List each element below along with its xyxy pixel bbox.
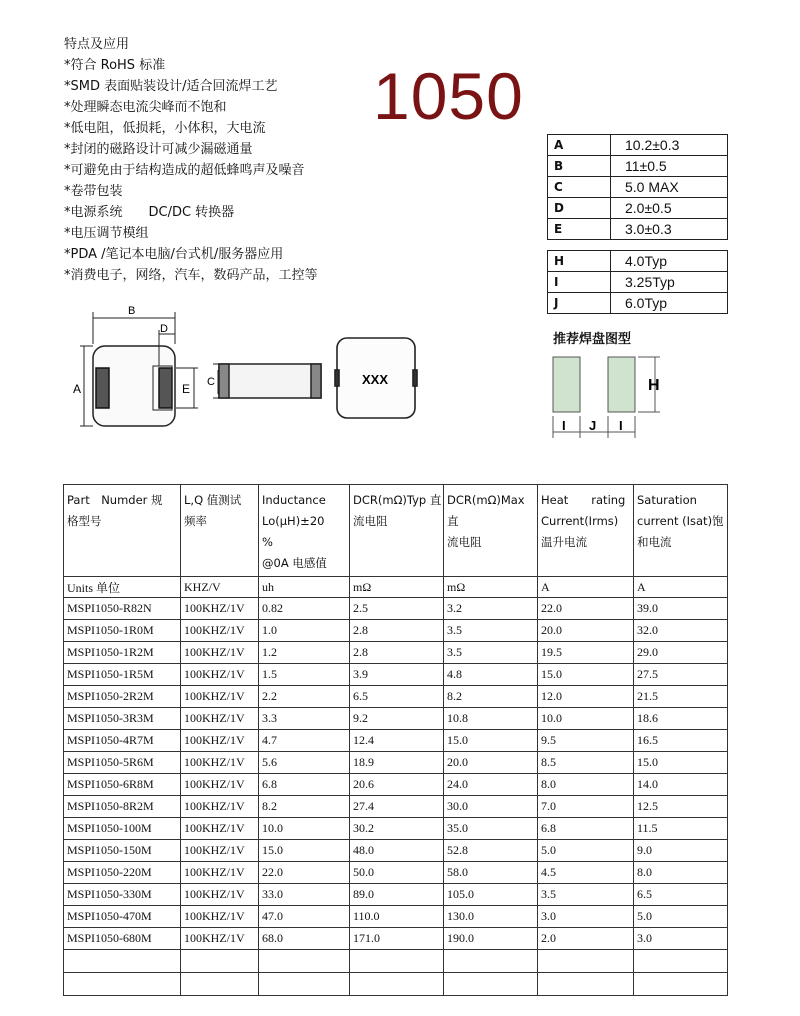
value-cell: 9.0 (634, 840, 728, 862)
value-cell: 2.8 (350, 620, 444, 642)
column-header-line: Saturation (637, 493, 697, 507)
value-cell: 100KHZ/1V (181, 796, 259, 818)
part-number-cell: MSPI1050-1R5M (64, 664, 181, 686)
unit-cell: A (538, 577, 634, 598)
value-cell: 15.0 (259, 840, 350, 862)
dimension-value: 3.0±0.3 (611, 219, 728, 240)
table-row (64, 796, 728, 818)
value-cell: 100KHZ/1V (181, 818, 259, 840)
value-cell: 1.2 (259, 642, 350, 664)
value-cell: 8.2 (444, 686, 538, 708)
dimension-value: 6.0Typ (611, 293, 728, 314)
dimension-key: I (548, 272, 611, 293)
part-number-cell: MSPI1050-150M (64, 840, 181, 862)
value-cell: 20.0 (538, 620, 634, 642)
value-cell: 30.2 (350, 818, 444, 840)
empty-cell (181, 973, 259, 996)
unit-cell: KHZ/V (181, 577, 259, 598)
dimension-key: J (548, 293, 611, 314)
value-cell: 100KHZ/1V (181, 862, 259, 884)
column-header-line: Heat rating (541, 493, 626, 507)
value-cell: 100KHZ/1V (181, 642, 259, 664)
table-row (64, 664, 728, 686)
column-header-line: 流电阻 (353, 514, 388, 528)
dimension-value: 4.0Typ (611, 251, 728, 272)
value-cell: 33.0 (259, 884, 350, 906)
table-row (64, 906, 728, 928)
part-number-cell: MSPI1050-2R2M (64, 686, 181, 708)
column-header-line: % (262, 535, 273, 549)
table-row (64, 598, 728, 620)
value-cell: 100KHZ/1V (181, 620, 259, 642)
value-cell: 9.5 (538, 730, 634, 752)
feature-item: *封闭的磁路设计可减少漏磁通量 (64, 142, 253, 157)
dim-label-c: C (207, 376, 215, 388)
empty-cell (634, 950, 728, 973)
value-cell: 15.0 (444, 730, 538, 752)
unit-cell: mΩ (350, 577, 444, 598)
column-header-line: 流电阻 (447, 535, 482, 549)
part-number-cell: MSPI1050-680M (64, 928, 181, 950)
value-cell: 5.6 (259, 752, 350, 774)
pad-label-j: J (589, 418, 597, 433)
value-cell: 100KHZ/1V (181, 730, 259, 752)
column-header (259, 485, 350, 577)
table-row (64, 862, 728, 884)
value-cell: 2.8 (350, 642, 444, 664)
value-cell: 9.2 (350, 708, 444, 730)
part-number-cell: MSPI1050-R82N (64, 598, 181, 620)
value-cell: 11.5 (634, 818, 728, 840)
model-number: 1050 (373, 59, 524, 133)
value-cell: 24.0 (444, 774, 538, 796)
table-row (64, 752, 728, 774)
value-cell: 22.0 (538, 598, 634, 620)
value-cell: 18.6 (634, 708, 728, 730)
value-cell: 4.7 (259, 730, 350, 752)
value-cell: 14.0 (634, 774, 728, 796)
dim-label-b: B (128, 305, 136, 317)
part-marking: XXX (362, 372, 389, 387)
value-cell: 30.0 (444, 796, 538, 818)
value-cell: 2.5 (350, 598, 444, 620)
column-header-line: DCR(mΩ)Max 直 (447, 493, 525, 528)
value-cell: 19.5 (538, 642, 634, 664)
part-number-cell: MSPI1050-100M (64, 818, 181, 840)
value-cell: 5.0 (634, 906, 728, 928)
part-number-cell: MSPI1050-5R6M (64, 752, 181, 774)
value-cell: 100KHZ/1V (181, 752, 259, 774)
column-header-line: 格型号 (67, 514, 102, 528)
part-number-cell: MSPI1050-4R7M (64, 730, 181, 752)
value-cell: 100KHZ/1V (181, 664, 259, 686)
column-header (64, 485, 181, 577)
column-header (350, 485, 444, 577)
dimension-key: H (548, 251, 611, 272)
value-cell: 29.0 (634, 642, 728, 664)
pad-label-i1: I (562, 418, 566, 433)
value-cell: 3.3 (259, 708, 350, 730)
column-header-line: @0A 电感值 (262, 556, 327, 570)
dimension-value: 3.25Typ (611, 272, 728, 293)
column-header (181, 485, 259, 577)
table-row (64, 840, 728, 862)
spec-header-row (64, 485, 728, 577)
value-cell: 6.8 (538, 818, 634, 840)
table-row (64, 774, 728, 796)
column-header-line: 频率 (184, 514, 207, 528)
value-cell: 5.0 (538, 840, 634, 862)
dimension-key: B (548, 156, 611, 177)
empty-cell (538, 973, 634, 996)
empty-cell (444, 950, 538, 973)
dim-label-a: A (73, 382, 82, 396)
dimension-drawings (0, 0, 800, 480)
value-cell: 100KHZ/1V (181, 928, 259, 950)
part-number-cell: MSPI1050-470M (64, 906, 181, 928)
value-cell: 27.4 (350, 796, 444, 818)
value-cell: 100KHZ/1V (181, 686, 259, 708)
value-cell: 10.0 (259, 818, 350, 840)
value-cell: 10.8 (444, 708, 538, 730)
value-cell: 27.5 (634, 664, 728, 686)
table-row (64, 730, 728, 752)
value-cell: 6.5 (634, 884, 728, 906)
value-cell: 12.0 (538, 686, 634, 708)
dimension-value: 11±0.5 (611, 156, 728, 177)
column-header-line: 和电流 (637, 535, 672, 549)
units-row (64, 577, 728, 598)
part-number-cell: MSPI1050-8R2M (64, 796, 181, 818)
value-cell: 21.5 (634, 686, 728, 708)
value-cell: 32.0 (634, 620, 728, 642)
top-view-drawing (80, 312, 198, 426)
value-cell: 22.0 (259, 862, 350, 884)
value-cell: 52.8 (444, 840, 538, 862)
dimension-key: C (548, 177, 611, 198)
empty-cell (350, 973, 444, 996)
column-header-line: 温升电流 (541, 535, 587, 549)
value-cell: 89.0 (350, 884, 444, 906)
unit-cell: mΩ (444, 577, 538, 598)
unit-cell: Units 单位 (64, 577, 181, 598)
value-cell: 58.0 (444, 862, 538, 884)
value-cell: 35.0 (444, 818, 538, 840)
dimension-value: 2.0±0.5 (611, 198, 728, 219)
part-number-cell: MSPI1050-1R0M (64, 620, 181, 642)
pad-label-h: H (648, 377, 660, 394)
value-cell: 4.5 (538, 862, 634, 884)
pad-label-i2: I (619, 418, 623, 433)
table-row (64, 708, 728, 730)
value-cell: 6.5 (350, 686, 444, 708)
value-cell: 171.0 (350, 928, 444, 950)
value-cell: 3.5 (444, 620, 538, 642)
feature-item: *SMD 表面贴装设计/适合回流焊工艺 (64, 79, 278, 94)
value-cell: 6.8 (259, 774, 350, 796)
column-header-line: current (Isat)饱 (637, 514, 724, 528)
value-cell: 39.0 (634, 598, 728, 620)
dimension-key: D (548, 198, 611, 219)
column-header (538, 485, 634, 577)
value-cell: 100KHZ/1V (181, 774, 259, 796)
value-cell: 100KHZ/1V (181, 906, 259, 928)
part-number-cell: MSPI1050-6R8M (64, 774, 181, 796)
side-view-drawing (213, 364, 321, 398)
empty-cell (64, 973, 181, 996)
feature-item: *电源系统 DC/DC 转换器 (64, 205, 235, 220)
value-cell: 0.82 (259, 598, 350, 620)
table-row (64, 928, 728, 950)
part-number-cell: MSPI1050-330M (64, 884, 181, 906)
value-cell: 100KHZ/1V (181, 840, 259, 862)
part-number-cell: MSPI1050-3R3M (64, 708, 181, 730)
value-cell: 8.0 (634, 862, 728, 884)
value-cell: 1.0 (259, 620, 350, 642)
value-cell: 48.0 (350, 840, 444, 862)
empty-cell (259, 950, 350, 973)
column-header-line: L,Q 值测试 (184, 493, 242, 507)
empty-cell (64, 950, 181, 973)
value-cell: 8.0 (538, 774, 634, 796)
empty-cell (538, 950, 634, 973)
feature-item: *可避免由于结构造成的超低蜂鸣声及噪音 (64, 163, 305, 178)
value-cell: 7.0 (538, 796, 634, 818)
empty-cell (181, 950, 259, 973)
empty-cell (634, 973, 728, 996)
feature-item: *符合 RoHS 标准 (64, 58, 166, 73)
value-cell: 1.5 (259, 664, 350, 686)
feature-item: *处理瞬态电流尖峰而不饱和 (64, 100, 227, 115)
column-header-line: Current(Irms) (541, 514, 619, 528)
part-number-cell: MSPI1050-1R2M (64, 642, 181, 664)
empty-cell (350, 950, 444, 973)
column-header-line: DCR(mΩ)Typ 直 (353, 493, 442, 507)
value-cell: 4.8 (444, 664, 538, 686)
table-row (64, 884, 728, 906)
empty-row (64, 973, 728, 996)
value-cell: 105.0 (444, 884, 538, 906)
value-cell: 8.5 (538, 752, 634, 774)
value-cell: 3.0 (634, 928, 728, 950)
value-cell: 2.2 (259, 686, 350, 708)
value-cell: 3.5 (538, 884, 634, 906)
pad-pattern-drawing (553, 357, 660, 438)
feature-item: *卷带包装 (64, 184, 123, 199)
value-cell: 20.6 (350, 774, 444, 796)
dimension-value: 5.0 MAX (611, 177, 728, 198)
dimension-value: 10.2±0.3 (611, 135, 728, 156)
value-cell: 2.0 (538, 928, 634, 950)
value-cell: 110.0 (350, 906, 444, 928)
empty-cell (259, 973, 350, 996)
column-header-line: Lo(μH)±20 (262, 514, 325, 528)
column-header (634, 485, 728, 577)
table-row (64, 620, 728, 642)
column-header-line: Inductance (262, 493, 326, 507)
table-row (64, 686, 728, 708)
value-cell: 20.0 (444, 752, 538, 774)
features-heading: 特点及应用 (64, 37, 130, 52)
empty-row (64, 950, 728, 973)
table-row (64, 642, 728, 664)
table-row (64, 818, 728, 840)
spec-table (63, 484, 728, 996)
dim-label-d: D (160, 323, 168, 335)
dimension-key: E (548, 219, 611, 240)
feature-item: *低电阻，低损耗，小体积，大电流 (64, 121, 266, 136)
dim-label-e: E (182, 382, 191, 396)
value-cell: 68.0 (259, 928, 350, 950)
value-cell: 3.0 (538, 906, 634, 928)
value-cell: 100KHZ/1V (181, 884, 259, 906)
unit-cell: A (634, 577, 728, 598)
value-cell: 15.0 (538, 664, 634, 686)
value-cell: 190.0 (444, 928, 538, 950)
feature-item: *PDA /笔记本电脑/台式机/服务器应用 (64, 247, 284, 262)
value-cell: 16.5 (634, 730, 728, 752)
value-cell: 18.9 (350, 752, 444, 774)
feature-item: *电压调节模组 (64, 226, 149, 241)
dimension-key: A (548, 135, 611, 156)
feature-item: *消费电子，网络，汽车，数码产品，工控等 (64, 268, 318, 283)
unit-cell: uh (259, 577, 350, 598)
value-cell: 12.5 (634, 796, 728, 818)
column-header-line: Part Numder 规 (67, 493, 163, 507)
value-cell: 3.2 (444, 598, 538, 620)
column-header (444, 485, 538, 577)
value-cell: 50.0 (350, 862, 444, 884)
value-cell: 100KHZ/1V (181, 598, 259, 620)
value-cell: 100KHZ/1V (181, 708, 259, 730)
pad-layout-title: 推荐焊盘图型 (553, 332, 632, 347)
empty-cell (444, 973, 538, 996)
part-number-cell: MSPI1050-220M (64, 862, 181, 884)
value-cell: 8.2 (259, 796, 350, 818)
value-cell: 3.9 (350, 664, 444, 686)
value-cell: 15.0 (634, 752, 728, 774)
value-cell: 12.4 (350, 730, 444, 752)
value-cell: 47.0 (259, 906, 350, 928)
value-cell: 130.0 (444, 906, 538, 928)
value-cell: 3.5 (444, 642, 538, 664)
value-cell: 10.0 (538, 708, 634, 730)
